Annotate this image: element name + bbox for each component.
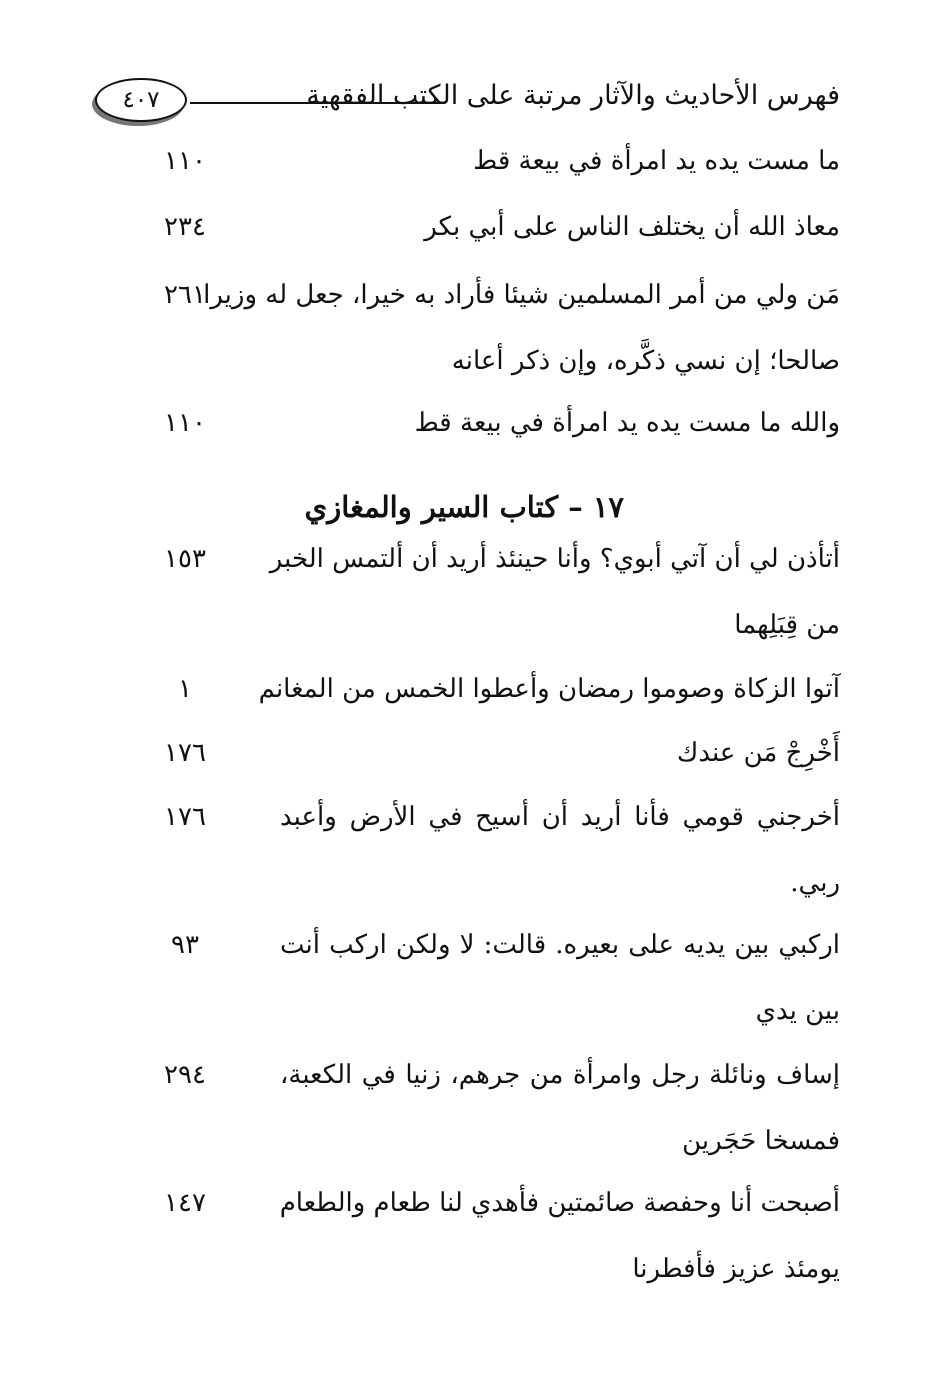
- header-rule: [190, 102, 445, 104]
- entry-text-line: بين يدي: [755, 996, 840, 1026]
- entry-text-line: ربي.: [790, 868, 840, 898]
- entry-text-line: أخرجني قومي فأنا أريد أن أسيح في الأرض وأعبد: [280, 802, 840, 832]
- entry-page-number: ٢٩٤: [164, 1060, 206, 1090]
- entry-page-number: ١١٠: [164, 146, 206, 176]
- entry-text-line: ما مست يده يد امرأة في بيعة قط: [473, 146, 840, 176]
- entry-text-line: والله ما مست يده يد امرأة في بيعة قط: [414, 408, 840, 438]
- index-entry: [150, 528, 840, 658]
- entry-page-number: ١٤٧: [164, 1188, 206, 1218]
- index-entry: [150, 392, 840, 454]
- index-entry: [150, 786, 840, 916]
- page-number-badge: [95, 78, 187, 122]
- entry-text-line: يومئذ عزيز فأفطرنا: [632, 1254, 840, 1284]
- entry-text-line: فمسخا حَجَرين: [682, 1126, 840, 1156]
- index-entry: [150, 914, 840, 1044]
- index-entry: [150, 1172, 840, 1302]
- entry-text-line: مَن ولي من أمر المسلمين شيئا فأراد به خيرا، جعل له وزيرا: [203, 280, 840, 310]
- entry-page-number: ٢٦١: [164, 280, 206, 310]
- entry-text-line: اركبي بين يديه على بعيره. قالت: لا ولكن اركب أنت: [280, 930, 840, 960]
- page-header: [95, 70, 840, 130]
- entry-page-number: ١٥٣: [164, 544, 206, 574]
- entry-text-line: من قِبَلِهما: [734, 610, 840, 640]
- entry-page-number: ١٧٦: [164, 802, 206, 832]
- entry-text-line: أتأذن لي أن آتي أبوي؟ وأنا حينئذ أريد أن ألتمس الخبر: [269, 544, 840, 574]
- entry-text-line: آتوا الزكاة وصوموا رمضان وأعطوا الخمس من المغانم: [258, 674, 840, 704]
- index-entry: [150, 658, 840, 720]
- entry-page-number: ١: [178, 674, 192, 704]
- index-entry: [150, 264, 840, 394]
- entry-page-number: ٩٣: [171, 930, 199, 960]
- entry-text-line: معاذ الله أن يختلف الناس على أبي بكر: [424, 212, 840, 242]
- entry-text-line: أصبحت أنا وحفصة صائمتين فأهدي لنا طعام والطعام: [279, 1188, 840, 1218]
- entry-page-number: ١٧٦: [164, 738, 206, 768]
- entry-text-line: أَخْرِجْ مَن عندك: [676, 738, 840, 768]
- entry-page-number: ٢٣٤: [164, 212, 206, 242]
- index-entry: [150, 1044, 840, 1174]
- entry-text-line: إساف ونائلة رجل وامرأة من جرهم، زنيا في الكعبة،: [280, 1060, 840, 1090]
- header-title: فهرس الأحاديث والآثار مرتبة على الكتب الفقهية: [306, 80, 840, 111]
- index-entry: [150, 130, 840, 192]
- entry-text-line: صالحا؛ إن نسي ذكَّره، وإن ذكر أعانه: [451, 346, 840, 376]
- index-entry: [150, 722, 840, 784]
- section-heading: ١٧ – كتاب السير والمغازي: [304, 490, 624, 524]
- page-number: ٤٠٧: [122, 87, 160, 113]
- entry-page-number: ١١٠: [164, 408, 206, 438]
- index-entry: [150, 196, 840, 258]
